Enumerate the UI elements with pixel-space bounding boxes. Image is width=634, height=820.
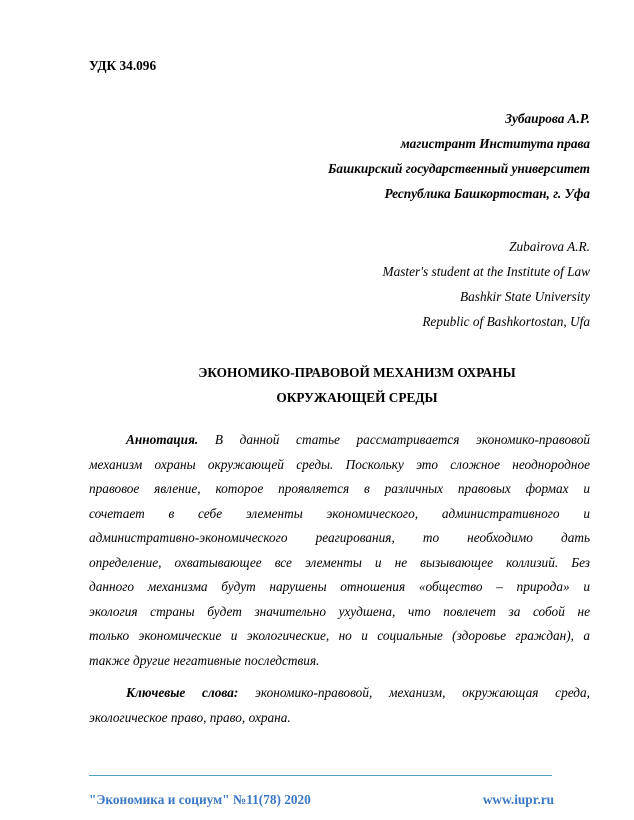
author-name-en: Zubairova A.R.	[509, 239, 590, 254]
abstract-line: данного механизма будут нарушены отношения «общество – природа» и	[89, 579, 590, 594]
author-university-en: Bashkir State University	[460, 289, 590, 304]
abstract-line: также другие негативные последствия.	[89, 652, 320, 668]
abstract-line: экология страны будет значительно ухудшена, что повлечет за собой не	[89, 603, 590, 619]
title-line-1: ЭКОНОМИКО-ПРАВОВОЙ МЕХАНИЗМ ОХРАНЫ	[198, 365, 516, 380]
footer-website[interactable]: www.iupr.ru	[482, 792, 554, 807]
udk-code: УДК 34.096	[89, 58, 157, 73]
author-position-ru: магистрант Института права	[400, 136, 590, 151]
abstract-line: сочетает в себе элементы экономического, административного и	[89, 505, 590, 521]
footer-divider	[89, 775, 552, 776]
abstract-label: Аннотация.	[126, 432, 199, 447]
abstract-line: только экономические и экологические, но и социальные (здоровье граждан), а	[89, 628, 590, 643]
abstract-line: административно-экономического реагирования, то необходимо дать	[89, 530, 590, 545]
abstract-line: правовое явление, которое проявляется в различных правовых формах и	[89, 481, 590, 496]
abstract-line: Аннотация. В данной статье рассматривается экономико-правовой	[126, 432, 590, 447]
keywords-line: экологическое право, право, охрана.	[89, 709, 291, 725]
keywords	[89, 681, 590, 730]
author-university-ru: Башкирский государственный университет	[327, 161, 590, 176]
author-location-en: Republic of Bashkortostan, Ufa	[422, 314, 590, 329]
author-location-ru: Республика Башкортостан, г. Уфа	[384, 186, 590, 201]
keywords-line: Ключевые слова: экономико-правовой, механизм, окружающая среда,	[126, 685, 590, 700]
abstract	[89, 428, 590, 673]
abstract-line: механизм охраны окружающей среды. Поскольку это сложное неоднородное	[89, 456, 590, 472]
author-position-en: Master's student at the Institute of Law	[382, 264, 590, 279]
abstract-line: определение, охватывающее все элементы и не вызывающее коллизий. Без	[89, 554, 590, 570]
author-block-en	[383, 234, 590, 334]
author-name-ru: Зубаирова А.Р.	[505, 111, 590, 126]
footer-journal: "Экономика и социум" №11(78) 2020	[89, 792, 311, 807]
article-title	[89, 360, 589, 410]
title-line-2: ОКРУЖАЮЩЕЙ СРЕДЫ	[276, 390, 438, 405]
keywords-label: Ключевые слова:	[126, 685, 239, 700]
author-block-ru	[328, 106, 590, 206]
